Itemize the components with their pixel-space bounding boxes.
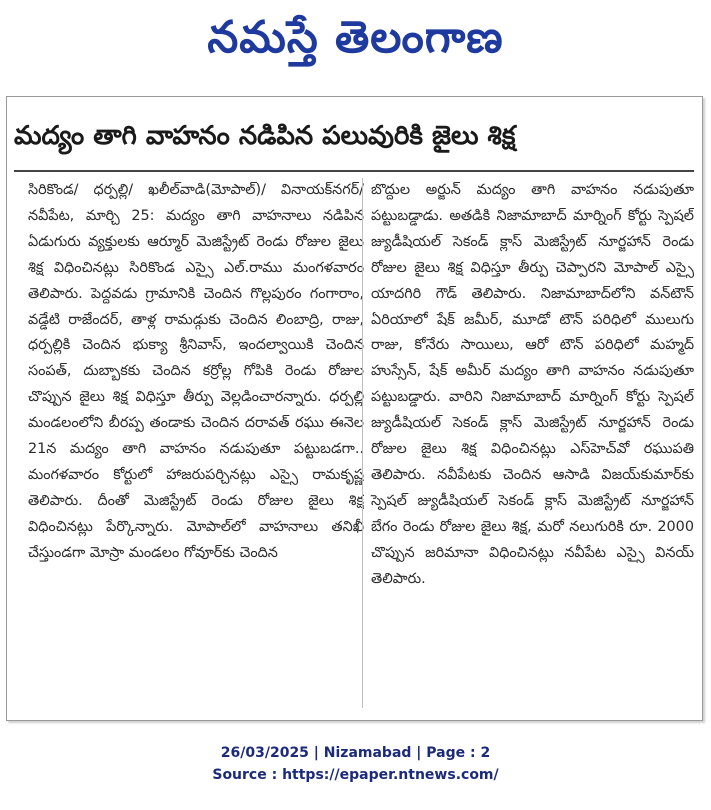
source-link[interactable]: Source : https://epaper.ntnews.com/ [212,767,499,783]
article-headline: మద్యం తాగి వాహనం నడిపిన పలువురికి జైలు శిక్ష [14,121,516,151]
edition-info: 26/03/2025 | Nizamabad | Page : 2 [220,745,491,761]
headline-divider [14,170,694,172]
masthead-logo [0,0,711,86]
article-column-left [28,178,364,708]
article-column-right [362,178,694,708]
article-body-left: సిరికొండ/ ధర్పల్లి/ ఖలీల్‌వాడి(మోపాల్)/ వినాయక్‌నగర్/ నవీపేట, మార్చి 25: మద్యం తాగి వాహనాలు నడిపిన ఏడుగురు వ్యక్తులకు ఆర్మూర్ మెజిస్ట్రేట్ రెండు రోజుల జైలు శిక్ష విధించినట్లు సిరికొండ ఎస్సై ఎల్.రాము మంగళవారం తెలిపారు. పెద్దవడు గ్రామానికి చెందిన గొల్లపురం గంగారాం, వడ్డేటి రాజేందర్, తాళ్ల రామడ్గుకు చెందిన లింబాద్రి, రాజు, ధర్పల్లికి చెందిన భుక్యా శ్రీనివాస్, ఇందల్వాయికి చెందిన సంపత్, దుబ్బాకకు చెందిన కర్రోల్ల గోపికి రెండు రోజుల చొప్పున జైలు శిక్ష విధిస్తూ తీర్పు వెల్లడించారన్నారు. ధర్పల్లి మండలంలోని బీరప్ప తండాకు చెందిన దరావత్ రఘు ఈనెల 21న మద్యం తాగి వాహనం నడుపుతూ పట్టుబడగా.. మంగళవారం కోర్టులో హాజరుపర్చినట్లు ఎస్సై రామకృష్ణ తెలిపారు. దీంతో మెజిస్ట్రేట్ రెండు రోజుల జైలు శిక్ష విధించినట్లు పేర్కొన్నారు. మోపాల్‌లో వాహనాలు తనిఖీ చేస్తుండగా మోస్రా మండలం గోవూర్‌కు చెందిన [28,182,364,561]
page-footer [0,742,711,786]
masthead-title: నమస్తే తెలంగాణ [207,12,504,63]
article-body-right: బొద్దుల అర్జున్ మద్యం తాగి వాహనం నడుపుతూ పట్టుబడ్డాడు. అతడికి నిజామాబాద్ మార్నింగ్ కోర్టు స్పెషల్ జ్యుడీషియల్ సెకండ్ క్లాస్ మెజిస్ట్రేట్ నూర్జహాన్ రెండు రోజుల జైలు శిక్ష విధిస్తూ తీర్పు చెప్పారని మోపాల్ ఎస్సై యాదగిరి గౌడ్ తెలిపారు. నిజామాబాద్‌లోని వన్‌టౌన్ ఏరియాలో షేక్ జమీర్, మూడో టౌన్ పరిధిలో ములుగు రాజు, కోనేరు సాయిలు, ఆరో టౌన్ పరిధిలో మహ్మద్ హుస్సేన్, షేక్ అమీర్ మద్యం తాగి వాహనం నడుపుతూ పట్టుబడ్డారు. వారిని నిజామాబాద్ మార్నింగ్ కోర్టు స్పెషల్ జ్యుడీషియల్ సెకండ్ క్లాస్ మెజిస్ట్రేట్ నూర్జహాన్ రెండు రోజుల జైలు శిక్ష విధించినట్లు ఎస్‌హెచ్‌వో రఘుపతి తెలిపారు. నవీపేటకు చెందిన ఆసాడి విజయ్‌కుమార్‌కు స్పెషల్ జ్యుడీషియల్ సెకండ్ క్లాస్ మెజిస్ట్రేట్ నూర్జహాన్ బేగం రెండు రోజుల జైలు శిక్ష, మరో నలుగురికి రూ. 2000 చొప్పున జరిమానా విధించినట్లు నవీపేట ఎస్సై వినయ్ తెలిపారు. [371,182,694,587]
